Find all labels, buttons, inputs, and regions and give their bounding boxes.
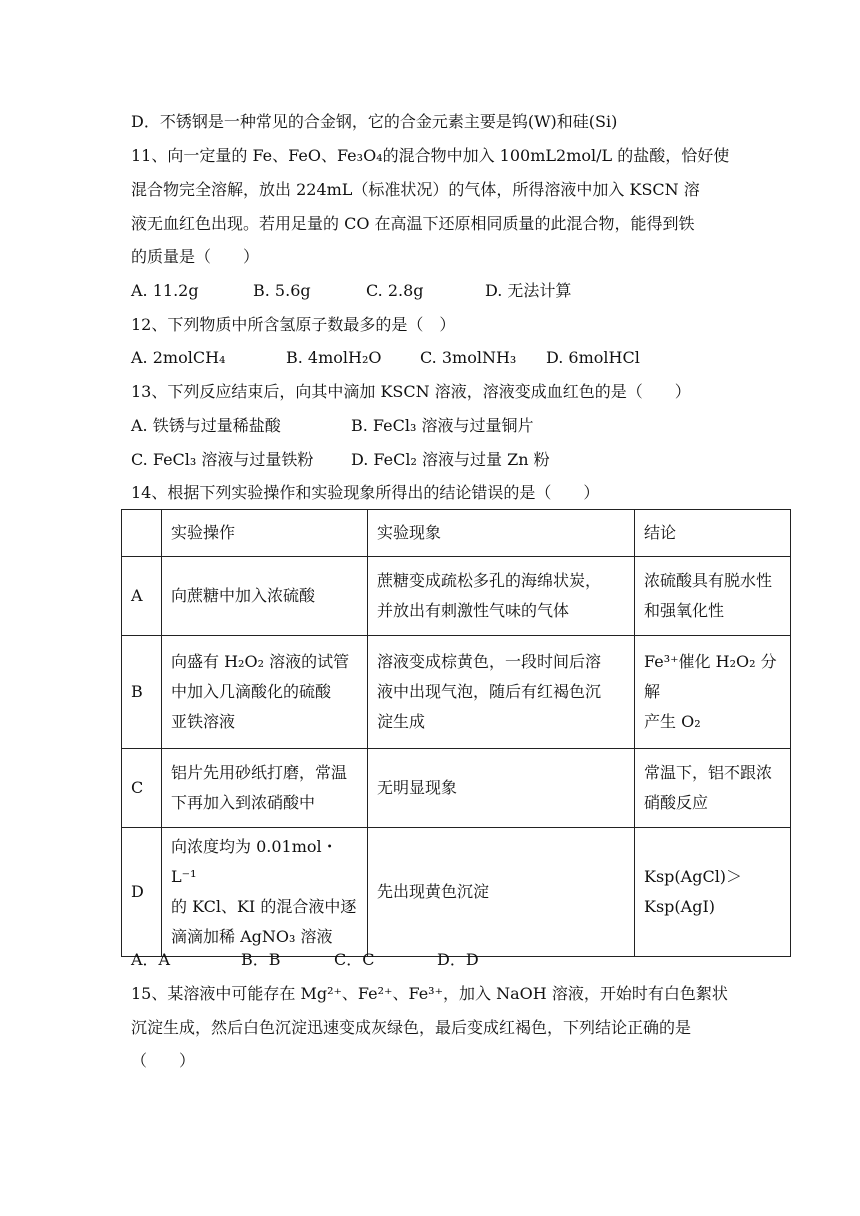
q14-stem: 14、根据下列实验操作和实验现象所得出的结论错误的是（ ） — [131, 483, 600, 502]
cell-line: 淀生成 — [377, 712, 426, 731]
q14-option-c: C．C — [334, 950, 375, 969]
q11-stem-line-3: 液无血红色出现。若用足量的 CO 在高温下还原相同质量的此混合物，能得到铁 — [131, 214, 695, 233]
q11-option-c: C. 2.8g — [366, 281, 424, 300]
cell-line: 产生 O₂ — [644, 712, 701, 731]
cell-line: 铝片先用砂纸打磨，常温 — [171, 763, 348, 782]
observation-cell — [368, 828, 635, 957]
q14-option-d: D．D — [437, 950, 479, 969]
cell-line: 溶液变成棕黄色，一段时间后溶 — [377, 652, 602, 671]
table-row — [122, 557, 791, 636]
cell-line: 常温下，铝不跟浓 — [644, 763, 773, 782]
q12-stem: 12、下列物质中所含氢原子数最多的是（ ） — [131, 315, 456, 334]
cell-line: Ksp(AgCl)＞ — [644, 867, 743, 886]
table-row — [122, 749, 791, 828]
q12-option-b: B. 4molH₂O — [286, 348, 382, 367]
q11-stem-line-4: 的质量是（ ） — [131, 247, 260, 266]
header-cell-observation: 实验现象 — [368, 510, 635, 557]
operation-cell — [162, 828, 368, 957]
q15-stem-line-2: 沉淀生成，然后白色沉淀迅速变成灰绿色，最后变成红褐色，下列结论正确的是 — [131, 1018, 692, 1037]
cell-line: 无明显现象 — [377, 778, 458, 797]
cell-line: 向盛有 H₂O₂ 溶液的试管 — [171, 652, 350, 671]
cell-line: 向浓度均为 0.01mol・L⁻¹ — [171, 837, 338, 886]
cell-line: 向蔗糖中加入浓硫酸 — [171, 586, 316, 605]
q13-stem: 13、下列反应结束后，向其中滴加 KSCN 溶液，溶液变成血红色的是（ ） — [131, 382, 691, 401]
q15-stem-line-3: （ ） — [131, 1051, 196, 1070]
operation-cell — [162, 557, 368, 636]
cell-line: 的 KCl、KI 的混合液中逐 — [171, 897, 357, 916]
observation-cell — [368, 557, 635, 636]
cell-line: 下再加入到浓硝酸中 — [171, 793, 316, 812]
q13-option-c: C. FeCl₃ 溶液与过量铁粉 — [131, 450, 314, 469]
row-label: A — [122, 557, 162, 636]
operation-cell — [162, 749, 368, 828]
q13-option-b: B. FeCl₃ 溶液与过量铜片 — [351, 416, 534, 435]
cell-line: Ksp(AgI) — [644, 897, 716, 916]
cell-line: 亚铁溶液 — [171, 712, 236, 731]
q11-stem-line-1: 11、向一定量的 Fe、FeO、Fe₃O₄的混合物中加入 100mL2mol/L 的盐酸，恰好使 — [131, 146, 730, 165]
cell-line: 并放出有刺激性气味的气体 — [377, 601, 570, 620]
q10-option-d: D．不锈钢是一种常见的合金钢，它的合金元素主要是钨(W)和硅(Si) — [131, 112, 618, 131]
table-row — [122, 828, 791, 957]
header-cell-operation: 实验操作 — [162, 510, 368, 557]
q13-option-a: A. 铁锈与过量稀盐酸 — [131, 416, 281, 435]
q13-option-d: D. FeCl₂ 溶液与过量 Zn 粉 — [351, 450, 550, 469]
q14-option-b: B．B — [241, 950, 281, 969]
table-row — [122, 636, 791, 749]
conclusion-cell — [635, 749, 791, 828]
q11-option-d: D. 无法计算 — [485, 281, 572, 300]
cell-line: 和强氧化性 — [644, 601, 725, 620]
q14-option-a: A．A — [131, 950, 171, 969]
conclusion-cell — [635, 636, 791, 749]
observation-cell — [368, 749, 635, 828]
row-label: B — [122, 636, 162, 749]
q11-stem-line-2: 混合物完全溶解，放出 224mL（标准状况）的气体，所得溶液中加入 KSCN 溶 — [131, 180, 700, 199]
cell-line: 浓硫酸具有脱水性 — [644, 571, 773, 590]
row-label: C — [122, 749, 162, 828]
observation-cell — [368, 636, 635, 749]
cell-line: 硝酸反应 — [644, 793, 709, 812]
cell-line: 先出现黄色沉淀 — [377, 882, 490, 901]
cell-line: 中加入几滴酸化的硫酸 — [171, 682, 332, 701]
header-cell-conclusion: 结论 — [635, 510, 791, 557]
header-cell-blank — [122, 510, 162, 557]
q12-option-d: D. 6molHCl — [546, 348, 640, 367]
q15-stem-line-1: 15、某溶液中可能存在 Mg²⁺、Fe²⁺、Fe³⁺，加入 NaOH 溶液，开始时有白色絮状 — [131, 984, 728, 1003]
conclusion-cell — [635, 557, 791, 636]
cell-line: Fe³⁺催化 H₂O₂ 分解 — [644, 652, 777, 701]
q12-option-a: A. 2molCH₄ — [131, 348, 226, 367]
q11-option-b: B. 5.6g — [253, 281, 311, 300]
row-label: D — [122, 828, 162, 957]
q12-option-c: C. 3molNH₃ — [420, 348, 517, 367]
cell-line: 蔗糖变成疏松多孔的海绵状炭， — [377, 571, 602, 590]
q11-option-a: A. 11.2g — [131, 281, 199, 300]
q14-table — [121, 509, 791, 957]
table-header-row — [122, 510, 791, 557]
cell-line: 液中出现气泡，随后有红褐色沉 — [377, 682, 602, 701]
conclusion-cell — [635, 828, 791, 957]
operation-cell — [162, 636, 368, 749]
cell-line: 滴滴加稀 AgNO₃ 溶液 — [171, 927, 333, 946]
